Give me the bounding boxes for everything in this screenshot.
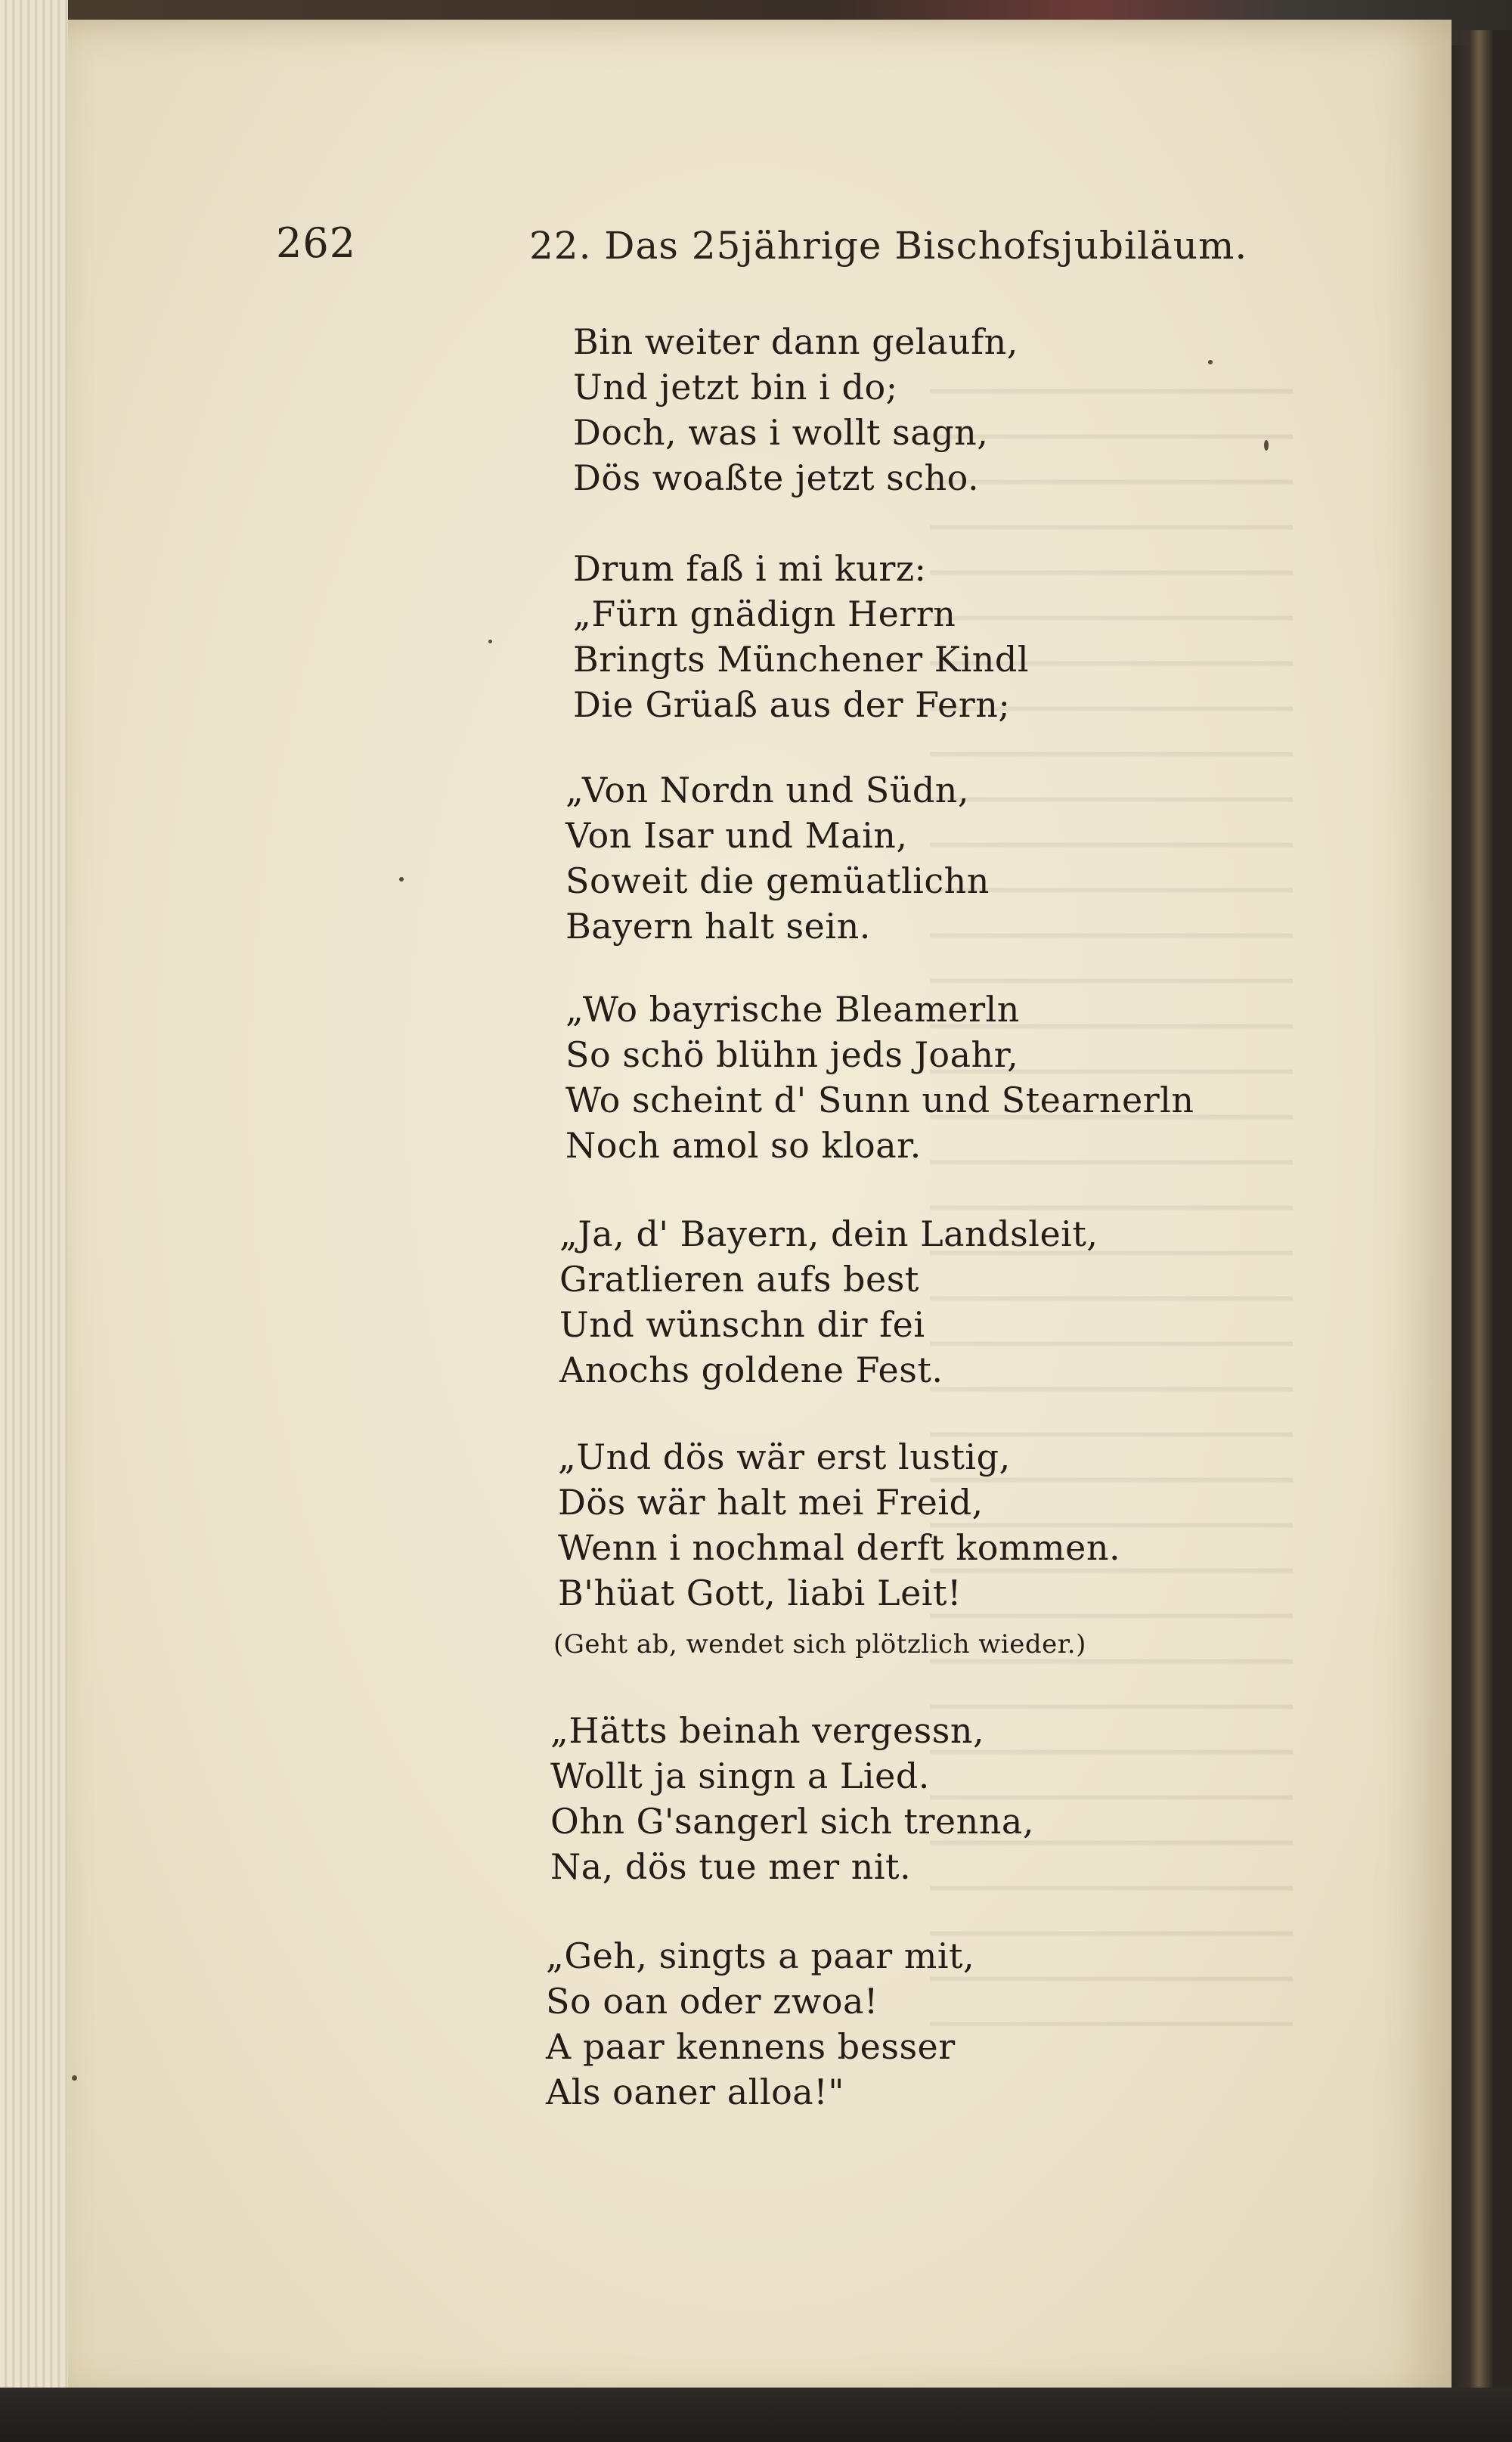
verse-line: Und wünschn dir fei xyxy=(559,1304,925,1345)
ink-speck xyxy=(1264,440,1269,451)
verse-line: Wenn i nochmal derft kommen. xyxy=(558,1527,1121,1568)
page-number: 262 xyxy=(276,219,357,267)
scan-bottom-background xyxy=(0,2388,1512,2442)
verse-line: „Und dös wär erst lustig, xyxy=(558,1436,1011,1477)
verse-line: „Wo bayrische Bleamerln xyxy=(565,989,1020,1030)
stage-direction: (Geht ab, wendet sich plötzlich wieder.) xyxy=(553,1629,1086,1660)
verse-line: „Ja, d' Bayern, dein Landsleit, xyxy=(559,1213,1098,1254)
verse-line: „Fürn gnädign Herrn xyxy=(573,593,956,634)
verse-line: Dös woaßte jetzt scho. xyxy=(573,457,980,498)
verse-line: Gratlieren aufs best xyxy=(559,1259,919,1300)
ink-speck xyxy=(399,877,404,882)
verse-line: Soweit die gemüatlichn xyxy=(565,860,990,901)
verse-line: Wollt ja singn a Lied. xyxy=(550,1756,930,1796)
running-head: 22. Das 25jährige Bischofsjubiläum. xyxy=(529,224,1248,268)
verse-line: Bringts Münchener Kindl xyxy=(573,639,1030,680)
show-through-text xyxy=(930,363,1293,2026)
verse-line: A paar kennens besser xyxy=(546,2026,956,2067)
ink-speck xyxy=(1208,360,1213,364)
ink-speck xyxy=(72,2075,77,2081)
verse-line: Bayern halt sein. xyxy=(565,906,871,947)
verse-line: Von Isar und Main, xyxy=(565,815,908,856)
verse-line: „Von Nordn und Südn, xyxy=(565,770,970,810)
verse-line: Bin weiter dann gelaufn, xyxy=(573,321,1018,362)
verse-line: Und jetzt bin i do; xyxy=(573,367,898,408)
verse-line: Noch amol so kloar. xyxy=(565,1125,922,1166)
verse-line: Doch, was i wollt sagn, xyxy=(573,412,989,453)
verse-line: Als oaner alloa!" xyxy=(546,2072,844,2112)
verse-line: „Hätts beinah vergessn, xyxy=(550,1710,985,1751)
verse-line: So schö blühn jeds Joahr, xyxy=(565,1034,1019,1075)
ink-speck xyxy=(488,640,492,643)
verse-line: Drum faß i mi kurz: xyxy=(573,548,927,589)
page-stack-left-edge xyxy=(0,0,68,2442)
verse-line: Anochs goldene Fest. xyxy=(559,1350,943,1390)
verse-line: Wo scheint d' Sunn und Stearnerln xyxy=(565,1080,1194,1120)
verse-line: Dös wär halt mei Freid, xyxy=(558,1482,984,1523)
verse-line: Ohn G'sangerl sich trenna, xyxy=(550,1801,1034,1842)
verse-line: Na, dös tue mer nit. xyxy=(550,1846,912,1887)
book-right-edge xyxy=(1452,30,1512,2434)
verse-line: So oan oder zwoa! xyxy=(546,1981,878,2022)
verse-line: Die Grüaß aus der Fern; xyxy=(573,684,1011,725)
verse-line: B'hüat Gott, liabi Leit! xyxy=(558,1573,962,1613)
verse-line: „Geh, singts a paar mit, xyxy=(546,1935,975,1976)
